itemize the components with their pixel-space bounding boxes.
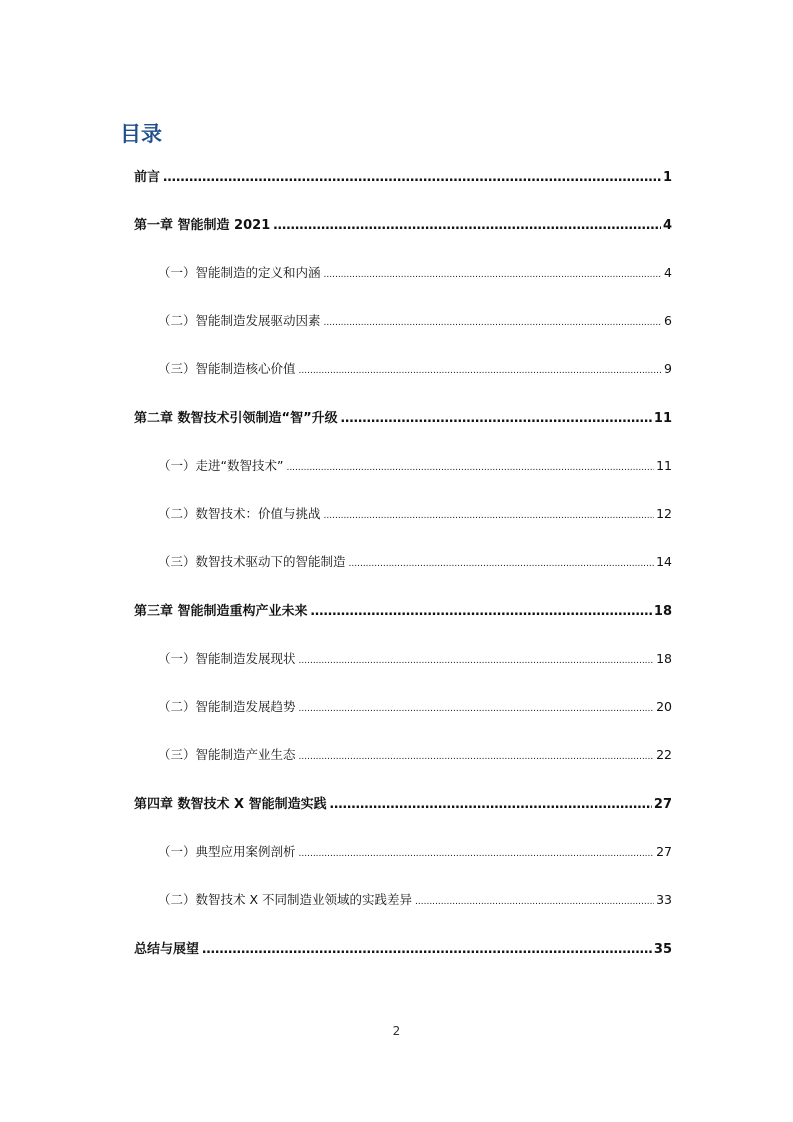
- toc-entry-section[interactable]: [158, 649, 672, 667]
- toc-entry-label: （三）数智技术驱动下的智能制造: [158, 554, 346, 569]
- dot-leader: [311, 604, 652, 619]
- dot-leader: [202, 942, 652, 957]
- dot-leader: [299, 752, 655, 762]
- toc-entry-section[interactable]: [158, 311, 672, 329]
- toc-entry-label: 第一章 智能制造 2021: [134, 218, 271, 233]
- toc-entry-label: 前言: [134, 170, 161, 185]
- toc-entry-label: 第二章 数智技术引领制造“智”升级: [134, 411, 338, 426]
- toc-entry-section[interactable]: [158, 359, 672, 377]
- dot-leader: [324, 270, 663, 280]
- toc-entry-label: （一）典型应用案例剖析: [158, 844, 296, 859]
- toc-entry-section[interactable]: [158, 552, 672, 570]
- toc-entry-page: 27: [656, 844, 672, 859]
- toc-entry-label: （一）智能制造发展现状: [158, 651, 296, 666]
- toc-entry-label: （三）智能制造核心价值: [158, 361, 296, 376]
- dot-leader: [299, 656, 655, 666]
- toc-entry-label: （一）智能制造的定义和内涵: [158, 265, 321, 280]
- toc-entry-page: 4: [664, 265, 672, 280]
- dot-leader: [341, 411, 652, 426]
- toc-entry-section[interactable]: [158, 697, 672, 715]
- toc-entry-label: 总结与展望: [134, 942, 200, 957]
- toc-entry-page: 35: [653, 942, 672, 957]
- toc-entry-page: 11: [653, 411, 672, 426]
- dot-leader: [324, 318, 663, 328]
- toc-entry-section[interactable]: [158, 890, 672, 908]
- toc-entry-page: 20: [656, 699, 672, 714]
- toc-entry-label: （二）数智技术：价值与挑战: [158, 506, 321, 521]
- dot-leader: [299, 704, 655, 714]
- toc-entry-label: （二）智能制造发展趋势: [158, 699, 296, 714]
- toc-entry-label: 第四章 数智技术 X 智能制造实践: [134, 797, 327, 812]
- toc-entry-section[interactable]: [158, 842, 672, 860]
- dot-leader: [330, 797, 652, 812]
- toc-entry-page: 18: [656, 651, 672, 666]
- toc-entry-page: 9: [664, 361, 672, 376]
- toc-entry-page: 33: [656, 892, 672, 907]
- toc-entry-summary[interactable]: [134, 938, 672, 957]
- dot-leader: [163, 170, 661, 185]
- dot-leader: [299, 849, 655, 859]
- toc-entry-page: 12: [656, 506, 672, 521]
- dot-leader: [415, 897, 654, 907]
- toc-entry-section[interactable]: [158, 456, 672, 474]
- toc-entry-label: （二）数智技术 X 不同制造业领域的实践差异: [158, 892, 413, 907]
- toc-entry-label: （三）智能制造产业生态: [158, 747, 296, 762]
- toc-entry-preface[interactable]: [134, 166, 672, 185]
- toc-entry-page: 4: [662, 218, 672, 233]
- toc-entry-chapter-1[interactable]: [134, 214, 672, 233]
- toc-entry-page: 1: [662, 170, 672, 185]
- toc-entry-page: 11: [656, 458, 672, 473]
- toc-entry-chapter-2[interactable]: [134, 407, 672, 426]
- toc-entry-label: （二）智能制造发展驱动因素: [158, 313, 321, 328]
- page-number: 2: [392, 1024, 401, 1038]
- dot-leader: [286, 463, 654, 473]
- dot-leader: [349, 559, 655, 569]
- toc-entry-label: 第三章 智能制造重构产业未来: [134, 604, 308, 619]
- toc-entry-section[interactable]: [158, 745, 672, 763]
- toc-entry-page: 18: [653, 604, 672, 619]
- toc-entry-section[interactable]: [158, 263, 672, 281]
- toc-entry-page: 14: [656, 554, 672, 569]
- dot-leader: [299, 366, 663, 376]
- toc-entry-section[interactable]: [158, 504, 672, 522]
- toc-entry-page: 27: [653, 797, 672, 812]
- toc-entry-page: 6: [664, 313, 672, 328]
- dot-leader: [273, 218, 661, 233]
- dot-leader: [324, 511, 655, 521]
- toc-entry-label: （一）走进“数智技术”: [158, 458, 284, 473]
- toc-title: 目录: [120, 122, 162, 146]
- toc-entry-chapter-3[interactable]: [134, 600, 672, 619]
- toc-entry-page: 22: [656, 747, 672, 762]
- toc-entry-chapter-4[interactable]: [134, 793, 672, 812]
